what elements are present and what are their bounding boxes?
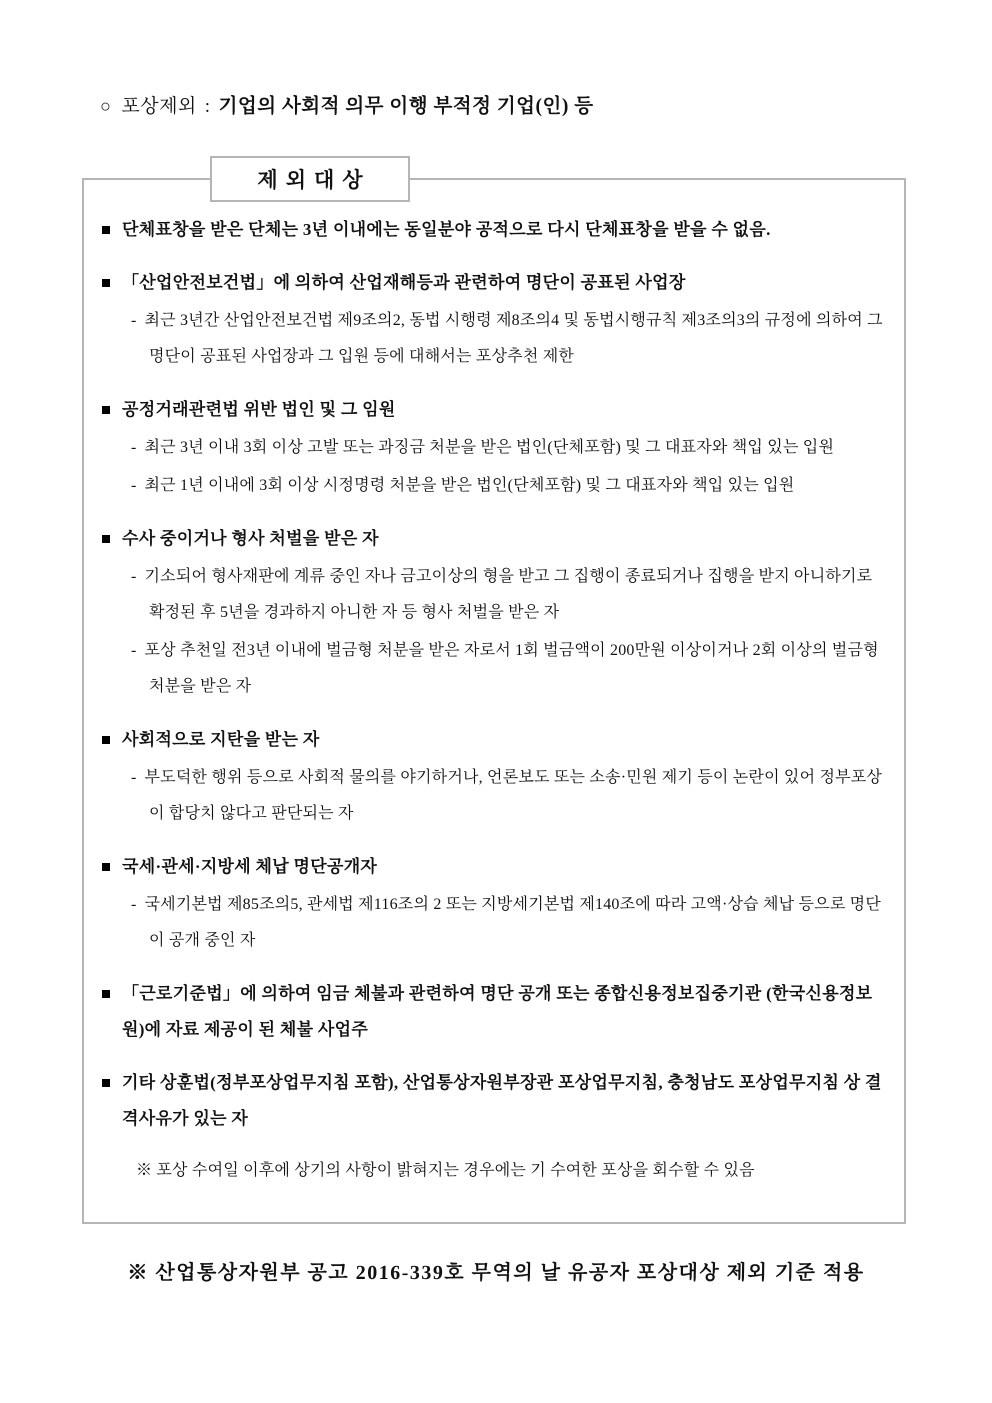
exclusion-box [82,168,906,1224]
dash-marker: - [131,312,137,329]
exclusion-section [98,1065,890,1137]
dash-marker: - [131,642,137,659]
section-heading: 수사 중이거나 형사 처벌을 받은 자 [122,529,379,548]
section-subitem [98,760,890,832]
dash-marker: - [131,568,137,585]
section-subitem [98,468,890,504]
circle-bullet-icon: ○ [100,96,112,116]
dash-marker: - [131,769,137,786]
exclusion-section [98,849,890,959]
square-bullet-icon [102,1079,110,1087]
square-bullet-icon [102,406,110,414]
section-heading-row [98,521,890,557]
square-bullet-icon [102,863,110,871]
title-separator: : [204,96,211,117]
subitem-text: 포상 추천일 전3년 이내에 벌금형 처분을 받은 자로서 1회 벌금액이 200만원 이상이거나 2회 이상의 벌금형 처분을 받은 자 [144,642,879,695]
section-heading-row [98,976,890,1048]
dash-marker: - [131,477,137,494]
dash-marker: - [131,439,137,456]
section-heading-row [98,392,890,428]
exclusion-section [98,976,890,1048]
box-note: ※ 포상 수여일 이후에 상기의 사항이 밝혀지는 경우에는 기 수여한 포상을 회수할 수 있음 [136,1162,755,1179]
section-heading-row [98,265,890,301]
title-label: 포상제외 [121,96,197,117]
box-label-text: 제외대상 [257,168,371,192]
section-heading: 국세·관세·지방세 체납 명단공개자 [122,857,378,876]
section-heading-row [98,722,890,758]
section-subitem [98,887,890,959]
section-subitem [98,430,890,466]
section-heading: 「근로기준법」에 의하여 임금 체불과 관련하여 명단 공개 또는 종합신용정보집중기관 (한국신용정보원)에 자료 제공이 된 체불 사업주 [122,984,873,1039]
title-emphasis: 기업의 사회적 의무 이행 부적정 기업(인) 등 [218,96,594,117]
subitem-text: 최근 3년간 산업안전보건법 제9조의2, 동법 시행령 제8조의4 및 동법시행규칙 제3조의3의 규정에 의하여 그 명단이 공표된 사업장과 그 입원 등에 대해서는 포상추천 제한 [144,312,883,365]
section-heading: 「산업안전보건법」에 의하여 산업재해등과 관련하여 명단이 공표된 사업장 [122,273,686,292]
footer-note: ※ 산업통상자원부 공고 2016-339호 무역의 날 유공자 포상대상 제외 기준 적용 [127,1262,865,1284]
subitem-text: 국세기본법 제85조의5, 관세법 제116조의 2 또는 지방세기본법 제140조에 따라 고액·상습 체납 등으로 명단이 공개 중인 자 [144,896,881,949]
section-subitem [98,633,890,705]
square-bullet-icon [102,279,110,287]
section-heading: 기타 상훈법(정부포상업무지침 포함), 산업통상자원부장관 포상업무지침, 충청남도 포상업무지침 상 결격사유가 있는 자 [122,1073,882,1128]
subitem-text: 부도덕한 행위 등으로 사회적 물의를 야기하거나, 언론보도 또는 소송·민원 제기 등이 논란이 있어 정부포상이 합당치 않다고 판단되는 자 [144,769,883,822]
section-heading: 단체표창을 받은 단체는 3년 이내에는 동일분야 공적으로 다시 단체표창을 받을 수 없음. [122,220,771,239]
square-bullet-icon [102,535,110,543]
dash-marker: - [131,896,137,913]
section-subitem [98,559,890,631]
section-heading: 사회적으로 지탄을 받는 자 [122,730,320,749]
exclusion-section [98,392,890,504]
section-heading-row [98,1065,890,1137]
exclusion-section [98,265,890,375]
box-label [210,156,410,202]
subitem-text: 최근 1년 이내에 3회 이상 시정명령 처분을 받은 법인(단체포함) 및 그 대표자와 책입 있는 입원 [144,477,795,494]
exclusion-section [98,521,890,705]
square-bullet-icon [102,990,110,998]
square-bullet-icon [102,226,110,234]
subitem-text: 기소되어 형사재판에 계류 중인 자나 금고이상의 형을 받고 그 집행이 종료되거나 집행을 받지 아니하기로 확정된 후 5년을 경과하지 아니한 자 등 형사 처벌을 받은 자 [144,568,873,621]
subitem-text: 최근 3년 이내 3회 이상 고발 또는 과징금 처분을 받은 법인(단체포함) 및 그 대표자와 책입 있는 입원 [144,439,835,456]
section-heading-row [98,212,890,248]
page-title [0,0,992,118]
section-subitem [98,303,890,375]
section-heading: 공정거래관련법 위반 법인 및 그 임원 [122,400,396,419]
square-bullet-icon [102,736,110,744]
exclusion-section [98,722,890,832]
exclusion-section [98,212,890,248]
section-heading-row [98,849,890,885]
